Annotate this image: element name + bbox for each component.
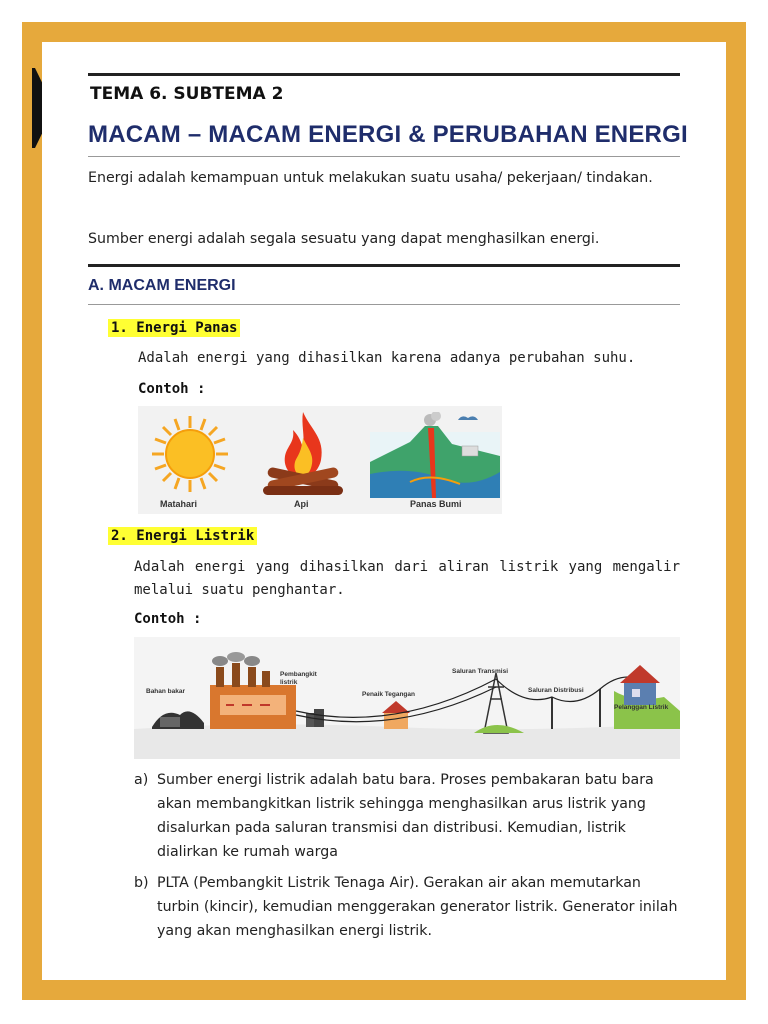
point-a-text: Sumber energi listrik adalah batu bara. Proses pembakaran batu bara akan membangkitkan listrik sehingga menghasilkan arus listrik yang disalurkan pada saluran transmisi dan distribusi. Kemudian, listrik dialirkan ke rumah warga [157,772,654,860]
power-grid-illustration [134,637,680,759]
definition-text: Energi adalah kemampuan untuk melakukan suatu usaha/ pekerjaan/ tindakan. [88,170,653,186]
item-2-example-label: Contoh : [134,611,202,627]
title-rule [88,156,680,157]
item-1-example-label: Contoh : [138,381,206,397]
section-heading: A. MACAM ENERGI [88,277,236,294]
page-title: MACAM – MACAM ENERGI & PERUBAHAN ENERGI [88,121,688,148]
section-thin-rule [88,304,680,305]
label-saluran-distribusi: Saluran Distribusi [528,687,584,694]
heat-examples-image [138,406,502,514]
label-pembangkit-listrik: Pembangkit listrik [280,671,317,686]
item-2-label: 2. Energi Listrik [108,527,257,545]
fire-icon [253,408,353,500]
caption-api: Api [294,499,309,509]
electricity-diagram-image [134,637,680,759]
tema-label: TEMA 6. SUBTEMA 2 [90,84,284,104]
label-bahan-bakar: Bahan bakar [146,688,186,695]
item-1-label: 1. Energi Panas [108,319,240,337]
point-a-marker: a) [134,772,149,788]
caption-matahari: Matahari [160,499,198,509]
item-1-label-wrap [108,317,240,336]
caption-panas-bumi: Panas Bumi [410,499,462,509]
label-penaik-tegangan: Penaik Tegangan [362,691,415,698]
source-text: Sumber energi adalah segala sesuatu yang dapat menghasilkan energi. [88,231,600,247]
point-b-text: PLTA (Pembangkit Listrik Tenaga Air). Gerakan air akan memutarkan turbin (kincir), kemudian menggerakan generator listrik. Generator inilah yang akan menghasilkan energi listrik. [157,875,678,939]
geothermal-icon [370,412,500,498]
bookmark-tab [32,68,42,148]
section-rule [88,264,680,267]
top-rule [88,73,680,76]
point-b-marker: b) [134,875,149,891]
item-2-label-wrap [108,525,257,544]
sun-icon [150,414,230,494]
label-pelanggan-listrik: Pelanggan Listrik [614,704,669,711]
item-2-description: Adalah energi yang dihasilkan dari aliran listrik yang mengalir melalui suatu penghantar. [134,559,680,598]
label-saluran-transmisi: Saluran Transmisi [452,668,508,675]
item-1-description: Adalah energi yang dihasilkan karena adanya perubahan suhu. [138,350,636,366]
